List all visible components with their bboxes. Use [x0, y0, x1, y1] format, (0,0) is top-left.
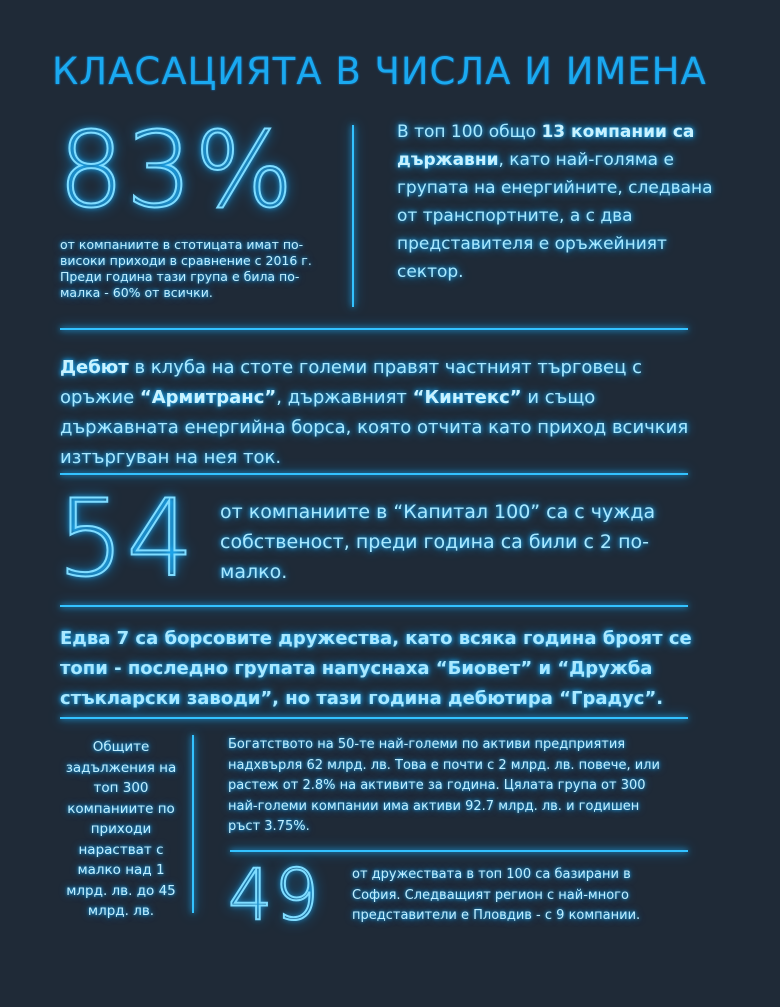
divider-vertical-2: [192, 735, 194, 913]
state-companies-text-2: , като най-голяма е групата на енергийните, следвана от транспортните, а с два представителя е оръжейният сектор.: [397, 150, 713, 282]
debut-highlight-1: Дебют: [60, 357, 129, 378]
divider-horizontal-1: [60, 328, 688, 330]
state-companies-paragraph: [397, 118, 717, 286]
debut-highlight-2: “Армитранс”: [139, 387, 277, 408]
state-companies-text-1: В топ 100 общо: [397, 122, 542, 142]
debut-text-3: и също държавната енергийна борса, която отчита като приход всичкия изтъргуван на нея ток.: [60, 387, 689, 468]
stat-49-number: 49: [228, 854, 322, 936]
debts-paragraph: Общите задължения на топ 300 компаниите по приходи нарастват с малко над 1 млрд. лв. до 45 млрд. лв.: [65, 739, 177, 919]
divider-vertical-1: [352, 125, 354, 307]
page-title: КЛАСАЦИЯТА В ЧИСЛА И ИМЕНА: [52, 50, 707, 93]
divider-horizontal-5: [230, 850, 688, 852]
stat-83-caption: от компаниите в стотицата имат по-високи приходи в сравнение с 2016 г. Преди година тази група е била по-малка - 60% от всички.: [60, 237, 312, 300]
stat-54-number: 54: [57, 477, 196, 600]
stat-49-caption: от дружествата в топ 100 са базирани в София. Следващият регион с най-много представители е Пловдив - с 9 компании.: [352, 867, 641, 923]
divider-horizontal-3: [60, 605, 688, 607]
stock-paragraph: Едва 7 са борсовите дружества, като всяка година броят се топи - последно групата напуснаха “Биовет” и “Дружба стъкларски заводи”, но тази година дебютира “Градус”.: [60, 628, 692, 709]
stat-83-number: 83%: [58, 109, 296, 231]
wealth-paragraph: Богатството на 50-те най-големи по активи предприятия надхвърля 62 млрд. лв. Това е почти с 2 млрд. лв. повече, или растеж от 2.8% на активите за година. Цялата група от 300 най-големи компании има активи 92.7 млрд. лв. и годишен ръст 3.75%.: [228, 737, 660, 834]
debut-text-2: , държавният: [276, 387, 413, 408]
stat-54-caption: от компаниите в “Капитал 100” са с чужда собственост, преди година са били с 2 по-малко.: [220, 501, 656, 583]
debut-highlight-3: “Кинтекс”: [412, 387, 522, 408]
debut-paragraph: [60, 353, 700, 473]
state-companies-highlight: 13 компании са държавни: [397, 122, 695, 170]
divider-horizontal-4: [60, 717, 688, 719]
divider-horizontal-2: [60, 473, 688, 475]
debut-text-1: в клуба на стоте големи правят частният търговец с оръжие: [60, 357, 642, 408]
